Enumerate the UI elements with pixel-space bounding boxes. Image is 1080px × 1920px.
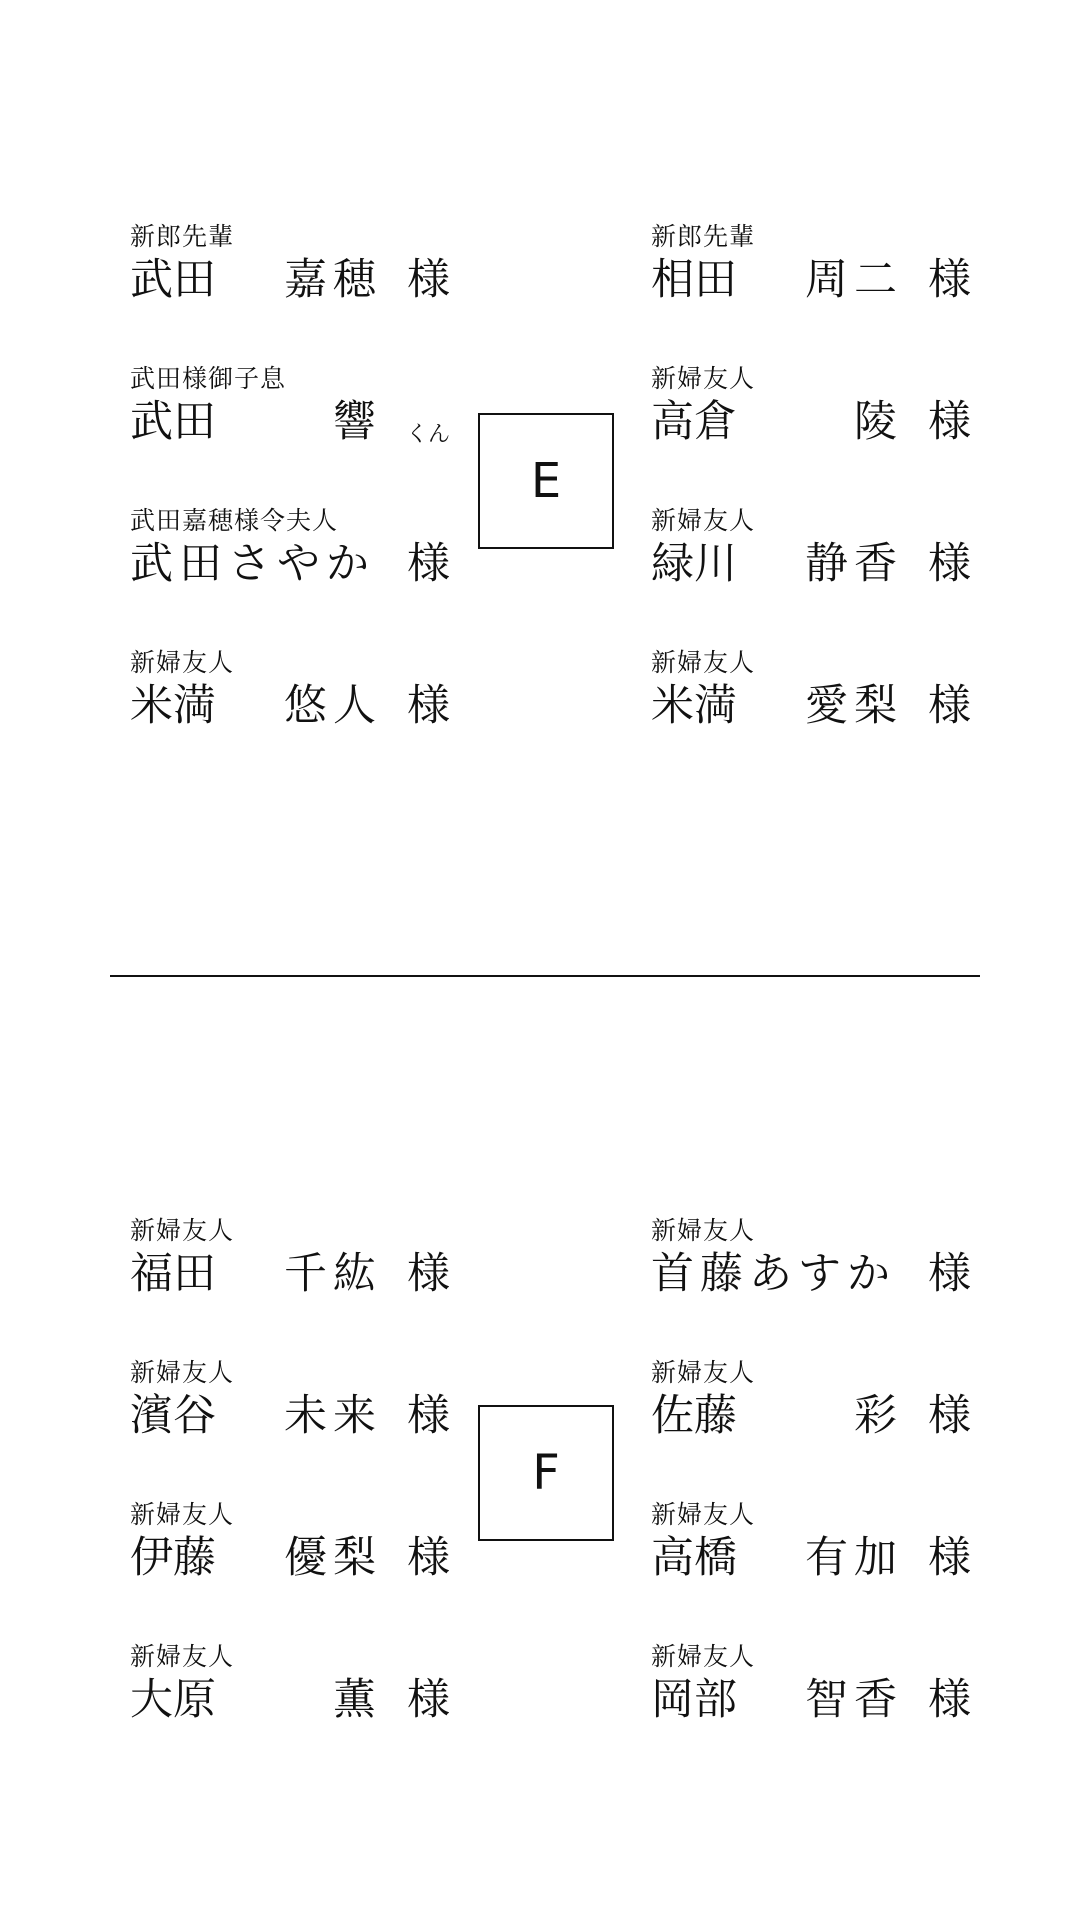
guest-relation: 新婦友人 [130, 1358, 235, 1387]
table-label-box [478, 413, 614, 549]
guest-surname: 高橋 [651, 1533, 737, 1583]
guest-name [130, 680, 450, 732]
table-label-box [478, 1405, 614, 1541]
guest-f-left-2 [130, 1358, 450, 1442]
guest-surname: 佐藤 [651, 1391, 737, 1441]
guest-e-right-3 [651, 506, 971, 590]
guest-honorific: 様 [928, 681, 971, 731]
guest-surname: 武田 [130, 255, 216, 305]
guest-honorific: 様 [928, 1249, 971, 1299]
guest-surname: 高倉 [651, 397, 737, 447]
guest-relation: 新婦友人 [651, 1358, 756, 1387]
guest-relation: 新郎先輩 [651, 222, 756, 251]
guest-surname: 緑川 [651, 539, 737, 589]
guest-surname: 濱谷 [130, 1391, 216, 1441]
guest-relation: 新婦友人 [130, 648, 235, 677]
guest-given-name: 有加 [805, 1533, 903, 1583]
guest-name [651, 1532, 971, 1584]
guest-given-name: 陵 [854, 397, 903, 447]
guest-e-right-1 [651, 222, 971, 306]
guest-given-name: 千紘 [284, 1249, 382, 1299]
guest-given-name: 優梨 [284, 1533, 382, 1583]
guest-surname: 相田 [651, 255, 737, 305]
section-divider [110, 975, 980, 977]
guest-name [651, 396, 971, 448]
guest-e-left-2 [130, 364, 450, 448]
guest-given-name: 薫 [333, 1675, 382, 1725]
guest-full-name: 首藤あすか [651, 1249, 896, 1299]
guest-given-name: 嘉穂 [284, 255, 382, 305]
guest-surname: 岡部 [651, 1675, 737, 1725]
guest-surname: 大原 [130, 1675, 216, 1725]
guest-honorific: 様 [928, 1391, 971, 1441]
guest-name [130, 538, 450, 590]
guest-name [651, 254, 971, 306]
guest-name [651, 538, 971, 590]
guest-surname: 福田 [130, 1249, 216, 1299]
guest-relation: 新婦友人 [130, 1216, 235, 1245]
guest-e-left-1 [130, 222, 450, 306]
guest-given-name: 悠人 [284, 681, 382, 731]
guest-given-name: 愛梨 [805, 681, 903, 731]
guest-e-left-4 [130, 648, 450, 732]
guest-given-name: 彩 [854, 1391, 903, 1441]
guest-honorific: 様 [928, 539, 971, 589]
guest-f-left-3 [130, 1500, 450, 1584]
guest-relation: 新婦友人 [651, 506, 756, 535]
guest-name [130, 1248, 450, 1300]
guest-name [651, 680, 971, 732]
guest-given-name: 響 [333, 397, 382, 447]
guest-name [651, 1248, 971, 1300]
guest-honorific: 様 [407, 1391, 450, 1441]
guest-relation: 新婦友人 [651, 648, 756, 677]
guest-name [130, 254, 450, 306]
guest-e-left-3 [130, 506, 450, 590]
guest-surname: 米満 [130, 681, 216, 731]
table-label: F [532, 1445, 560, 1501]
guest-honorific: 様 [407, 1533, 450, 1583]
guest-surname: 米満 [651, 681, 737, 731]
guest-name [130, 1674, 450, 1726]
table-label: E [530, 453, 562, 509]
guest-f-left-4 [130, 1642, 450, 1726]
guest-given-name: 周二 [805, 255, 903, 305]
guest-f-right-2 [651, 1358, 971, 1442]
guest-surname: 武田 [130, 397, 216, 447]
guest-honorific: 様 [407, 1675, 450, 1725]
guest-relation: 新婦友人 [651, 1500, 756, 1529]
guest-given-name: 未来 [284, 1391, 382, 1441]
guest-honorific: 様 [407, 1249, 450, 1299]
guest-f-left-1 [130, 1216, 450, 1300]
guest-f-right-3 [651, 1500, 971, 1584]
guest-honorific: 様 [928, 1675, 971, 1725]
guest-relation: 武田様御子息 [130, 364, 287, 393]
guest-relation: 武田嘉穂様令夫人 [130, 506, 339, 535]
guest-surname: 伊藤 [130, 1533, 216, 1583]
guest-full-name: 武田さやか [130, 539, 375, 589]
guest-honorific: 様 [928, 1533, 971, 1583]
guest-relation: 新婦友人 [130, 1500, 235, 1529]
guest-honorific: 様 [407, 255, 450, 305]
guest-name [651, 1674, 971, 1726]
guest-e-right-2 [651, 364, 971, 448]
guest-honorific: くん [405, 422, 450, 447]
guest-relation: 新婦友人 [651, 1216, 756, 1245]
guest-relation: 新婦友人 [651, 364, 756, 393]
guest-given-name: 智香 [805, 1675, 903, 1725]
guest-f-right-1 [651, 1216, 971, 1300]
guest-honorific: 様 [407, 681, 450, 731]
guest-given-name: 静香 [805, 539, 903, 589]
guest-name [651, 1390, 971, 1442]
guest-relation: 新婦友人 [651, 1642, 756, 1671]
guest-relation: 新婦友人 [130, 1642, 235, 1671]
guest-honorific: 様 [407, 539, 450, 589]
guest-name [130, 1532, 450, 1584]
guest-e-right-4 [651, 648, 971, 732]
guest-f-right-4 [651, 1642, 971, 1726]
guest-relation: 新郎先輩 [130, 222, 235, 251]
guest-honorific: 様 [928, 255, 971, 305]
guest-name [130, 1390, 450, 1442]
guest-honorific: 様 [928, 397, 971, 447]
guest-name [130, 396, 450, 448]
